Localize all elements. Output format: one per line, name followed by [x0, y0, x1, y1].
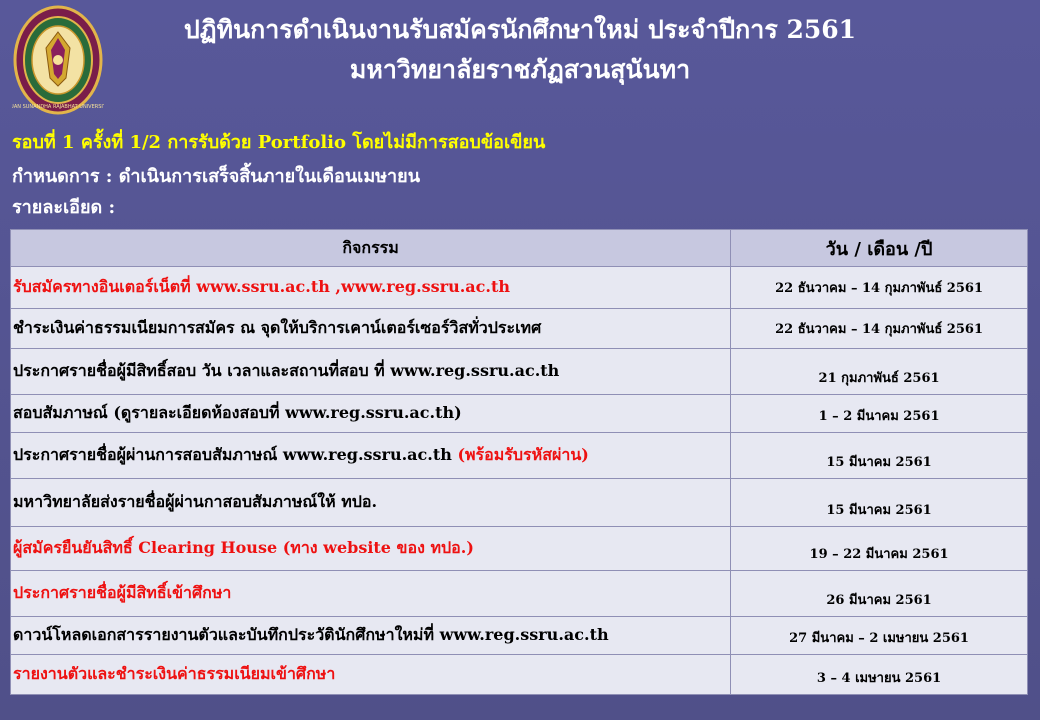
activity-cell: [11, 479, 731, 527]
activity-text: รับสมัครทางอินเตอร์เน็ตที่ www.ssru.ac.th ,www.reg.ssru.ac.th: [13, 277, 510, 296]
round-heading: รอบที่ 1 ครั้งที่ 1/2 การรับด้วย Portfolio โดยไม่มีการสอบข้อเขียน: [12, 132, 546, 153]
table-header-row: [11, 230, 1028, 267]
activity-cell: [11, 349, 731, 395]
activity-cell: [11, 617, 731, 655]
table-row: [11, 571, 1028, 617]
date-cell: 21 กุมภาพันธ์ 2561: [731, 349, 1028, 395]
page-subtitle: มหาวิทยาลัยราชภัฏสวนสุนันทา: [349, 55, 691, 84]
activity-cell: [11, 267, 731, 309]
table-row: [11, 527, 1028, 571]
table-row: [11, 617, 1028, 655]
activity-cell: [11, 309, 731, 349]
activity-highlight-text: (พร้อมรับรหัสผ่าน): [457, 445, 589, 464]
date-cell: 19 – 22 มีนาคม 2561: [731, 527, 1028, 571]
date-cell: 27 มีนาคม – 2 เมษายน 2561: [731, 617, 1028, 655]
activity-cell: [11, 433, 731, 479]
seal-ring-text: SUAN SUNANDHA RAJABHAT UNIVERSITY: [12, 104, 104, 110]
date-cell: 15 มีนาคม 2561: [731, 479, 1028, 527]
date-cell: 26 มีนาคม 2561: [731, 571, 1028, 617]
university-seal-icon: [12, 4, 104, 116]
info-section: [12, 126, 1022, 222]
activity-text: ชำระเงินค่าธรรมเนียมการสมัคร ณ จุดให้บริการเคาน์เตอร์เซอร์วิสทั่วประเทศ: [13, 318, 542, 337]
activity-text: ผู้สมัครยืนยันสิทธิ์ Clearing House (ทาง website ของ ทปอ.): [13, 538, 474, 557]
activity-text: ประกาศรายชื่อผู้มีสิทธิ์เข้าศึกษา: [13, 583, 232, 602]
date-cell: 22 ธันวาคม – 14 กุมภาพันธ์ 2561: [731, 267, 1028, 309]
date-cell: 15 มีนาคม 2561: [731, 433, 1028, 479]
schedule-table: [10, 229, 1028, 695]
activity-cell: [11, 571, 731, 617]
activity-cell: [11, 527, 731, 571]
activity-column-header: กิจกรรม: [11, 230, 731, 267]
activity-text: รายงานตัวและชำระเงินค่าธรรมเนียมเข้าศึกษา: [13, 664, 336, 683]
table-row: [11, 309, 1028, 349]
date-cell: 3 – 4 เมษายน 2561: [731, 655, 1028, 695]
activity-text: ดาวน์โหลดเอกสารรายงานตัวและบันทึกประวัตินักศึกษาใหม่ที่ www.reg.ssru.ac.th: [13, 625, 609, 644]
activity-cell: [11, 655, 731, 695]
date-column-header: วัน / เดือน /ปี: [731, 230, 1028, 267]
deadline-text: กำหนดการ : ดำเนินการเสร็จสิ้นภายในเดือนเมษายน: [12, 166, 421, 187]
date-cell: 22 ธันวาคม – 14 กุมภาพันธ์ 2561: [731, 309, 1028, 349]
table-row: [11, 349, 1028, 395]
date-cell: 1 – 2 มีนาคม 2561: [731, 395, 1028, 433]
activity-cell: [11, 395, 731, 433]
title-block: [110, 10, 930, 90]
table-row: [11, 433, 1028, 479]
details-label: รายละเอียด :: [12, 197, 116, 218]
table-row: [11, 395, 1028, 433]
activity-text: ประกาศรายชื่อผู้ผ่านการสอบสัมภาษณ์ www.reg.ssru.ac.th: [13, 445, 458, 464]
activity-text: ประกาศรายชื่อผู้มีสิทธิ์สอบ วัน เวลาและสถานที่สอบ ที่ www.reg.ssru.ac.th: [13, 361, 560, 380]
page-title: ปฏิทินการดำเนินงานรับสมัครนักศึกษาใหม่ ประจำปีการ 2561: [183, 15, 857, 44]
activity-text: สอบสัมภาษณ์ (ดูรายละเอียดห้องสอบที่ www.reg.ssru.ac.th): [13, 403, 462, 422]
activity-text: มหาวิทยาลัยส่งรายชื่อผู้ผ่านกาสอบสัมภาษณ์ให้ ทปอ.: [13, 492, 378, 511]
table-row: [11, 655, 1028, 695]
table-row: [11, 479, 1028, 527]
table-row: [11, 267, 1028, 309]
